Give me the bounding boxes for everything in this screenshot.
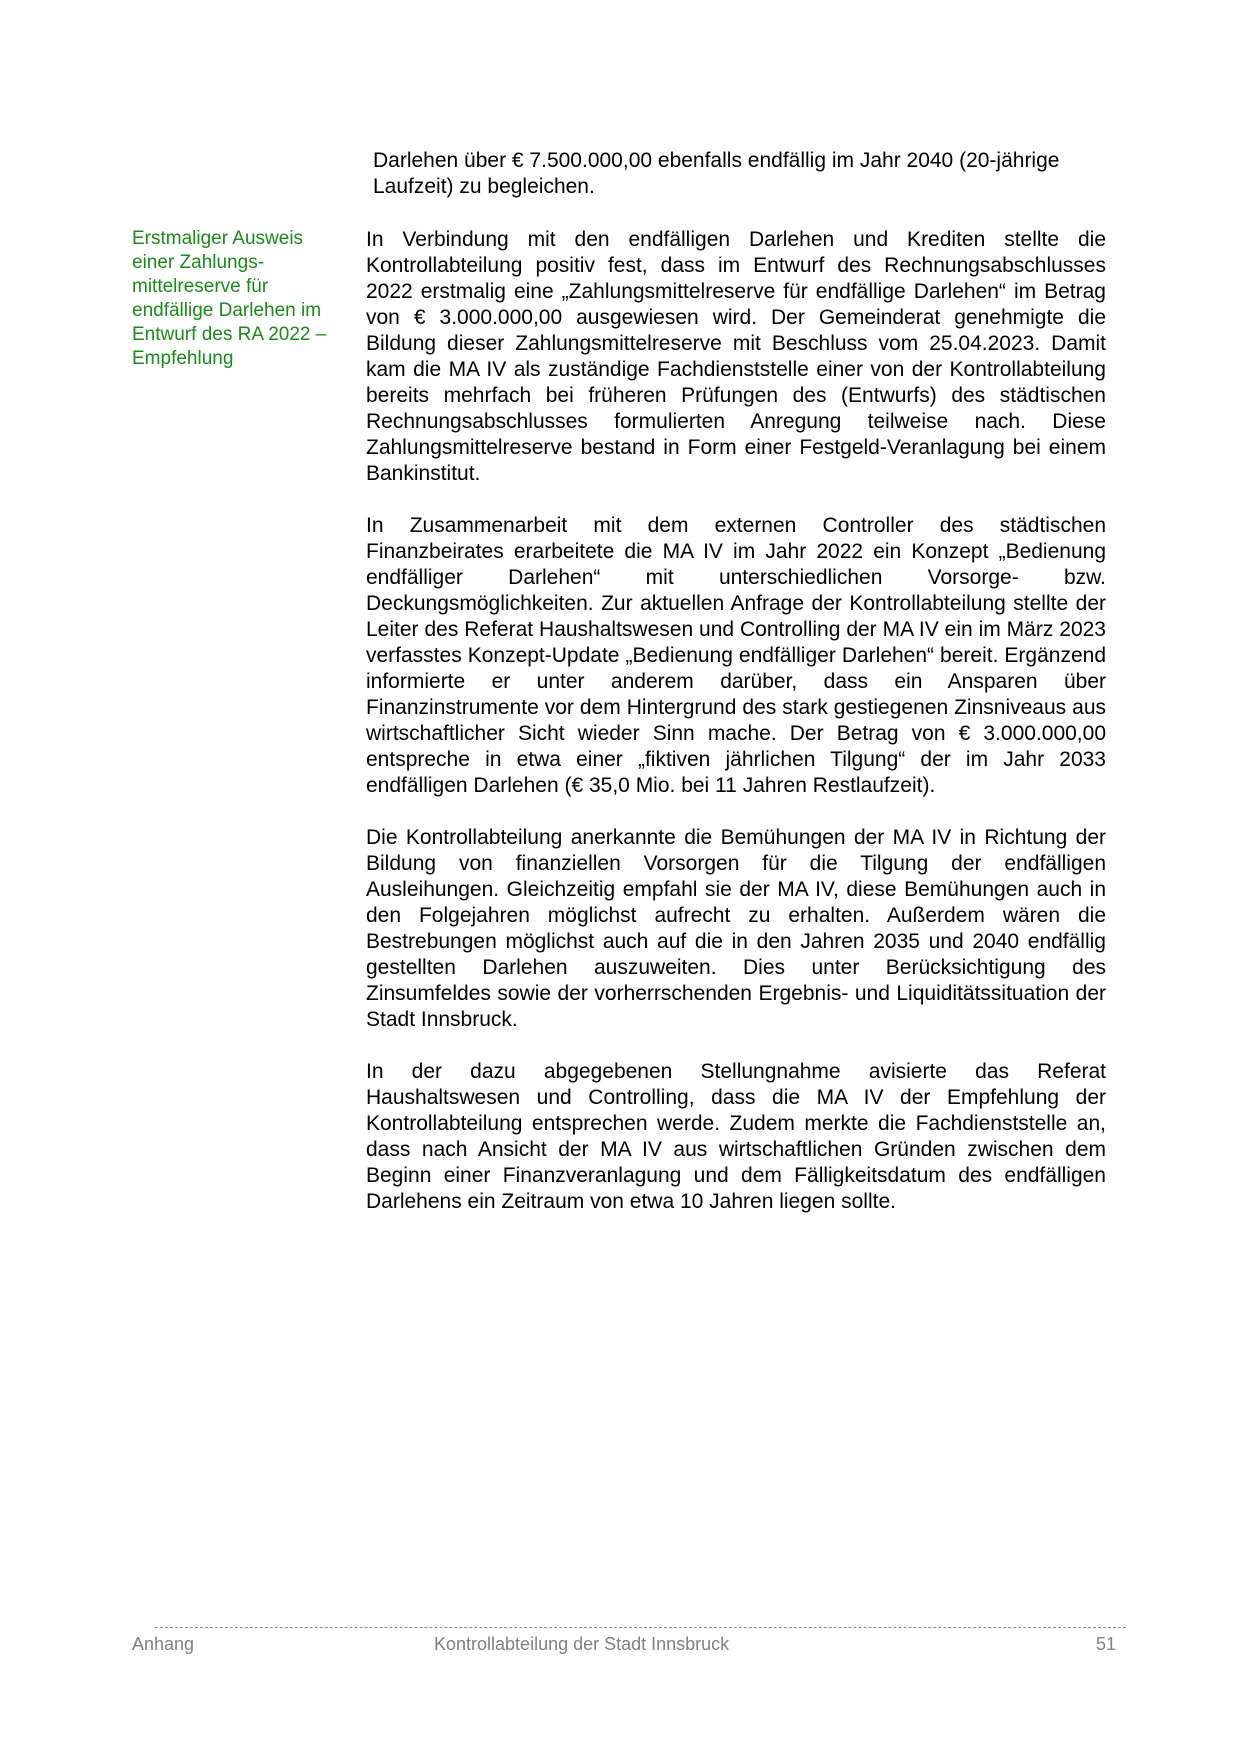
- paragraph-stellungnahme: In der dazu abgegebenen Stellungnahme avisierte das Referat Haushaltswesen und Controlling, dass die MA IV der Empfehlung der Kontrollabteilung entsprechen werde. Zudem merkte die Fachdienststelle an, dass nach Ansicht der MA IV aus wirtschaftlichen Gründen zwischen dem Beginn einer Finanzveranlagung und dem Fälligkeitsdatum des endfälligen Darlehens ein Zeitraum von etwa 10 Jahren liegen sollte.: [366, 1060, 1106, 1213]
- margin-note: Erstmaliger Ausweis einer Zahlungs-mittelreserve für endfällige Darlehen im Entwurf des RA 2022 – Empfehlung: [132, 228, 327, 369]
- paragraph-zahlungsmittelreserve: In Verbindung mit den endfälligen Darlehen und Krediten stellte die Kontrollabteilung positiv fest, dass im Entwurf des Rechnungsabschlusses 2022 erstmalig eine „Zahlungsmittelreserve für endfällige Darlehen“ im Betrag von € 3.000.000,00 ausgewiesen wird. Der Gemeinderat genehmigte die Bildung dieser Zahlungsmittelreserve mit Beschluss vom 25.04.2023. Damit kam die MA IV als zuständige Fachdienststelle einer von der Kontrollabteilung bereits mehrfach bei früheren Prüfungen des (Entwurfs) des städtischen Rechnungsabschlusses formulierten Anregung teilweise nach. Diese Zahlungsmittelreserve bestand in Form einer Festgeld-Veranlagung bei einem Bankinstitut.: [366, 228, 1106, 485]
- paragraph-empfehlung: Die Kontrollabteilung anerkannte die Bemühungen der MA IV in Richtung der Bildung von finanziellen Vorsorgen für die Tilgung der endfälligen Ausleihungen. Gleichzeitig empfahl sie der MA IV, diese Bemühungen auch in den Folgejahren möglichst aufrecht zu erhalten. Außerdem wären die Bestrebungen möglichst auch auf die in den Jahren 2035 und 2040 endfällig gestellten Darlehen auszuweiten. Dies unter Berücksichtigung des Zinsumfeldes sowie der vorherrschenden Ergebnis- und Liquiditätssituation der Stadt Innsbruck.: [366, 826, 1106, 1031]
- footer-section-label: Anhang: [132, 1634, 195, 1654]
- page-number: 51: [1095, 1634, 1116, 1654]
- continuation-paragraph: Darlehen über € 7.500.000,00 ebenfalls endfällig im Jahr 2040 (20-jährige Laufzeit) zu begleichen.: [373, 149, 1060, 198]
- footer-divider: [155, 1627, 1126, 1628]
- main-text-column: [366, 227, 1106, 1215]
- footer-organization: Kontrollabteilung der Stadt Innsbruck: [434, 1634, 730, 1654]
- paragraph-konzept: In Zusammenarbeit mit dem externen Controller des städtischen Finanzbeirates erarbeitete die MA IV im Jahr 2022 ein Konzept „Bedienung endfälliger Darlehen“ mit unterschiedlichen Vorsorge- bzw. Deckungsmöglichkeiten. Zur aktuellen Anfrage der Kontrollabteilung stellte der Leiter des Referat Haushaltswesen und Controlling der MA IV ein im März 2023 verfasstes Konzept-Update „Bedienung endfälliger Darlehen“ bereit. Ergänzend informierte er unter anderem darüber, dass ein Ansparen über Finanzinstrumente vor dem Hintergrund des stark gestiegenen Zinsniveaus aus wirtschaftlicher Sicht wieder Sinn mache. Der Betrag von € 3.000.000,00 entspreche in etwa einer „fiktiven jährlichen Tilgung“ der im Jahr 2033 endfälligen Darlehen (€ 35,0 Mio. bei 11 Jahren Restlaufzeit).: [366, 514, 1106, 797]
